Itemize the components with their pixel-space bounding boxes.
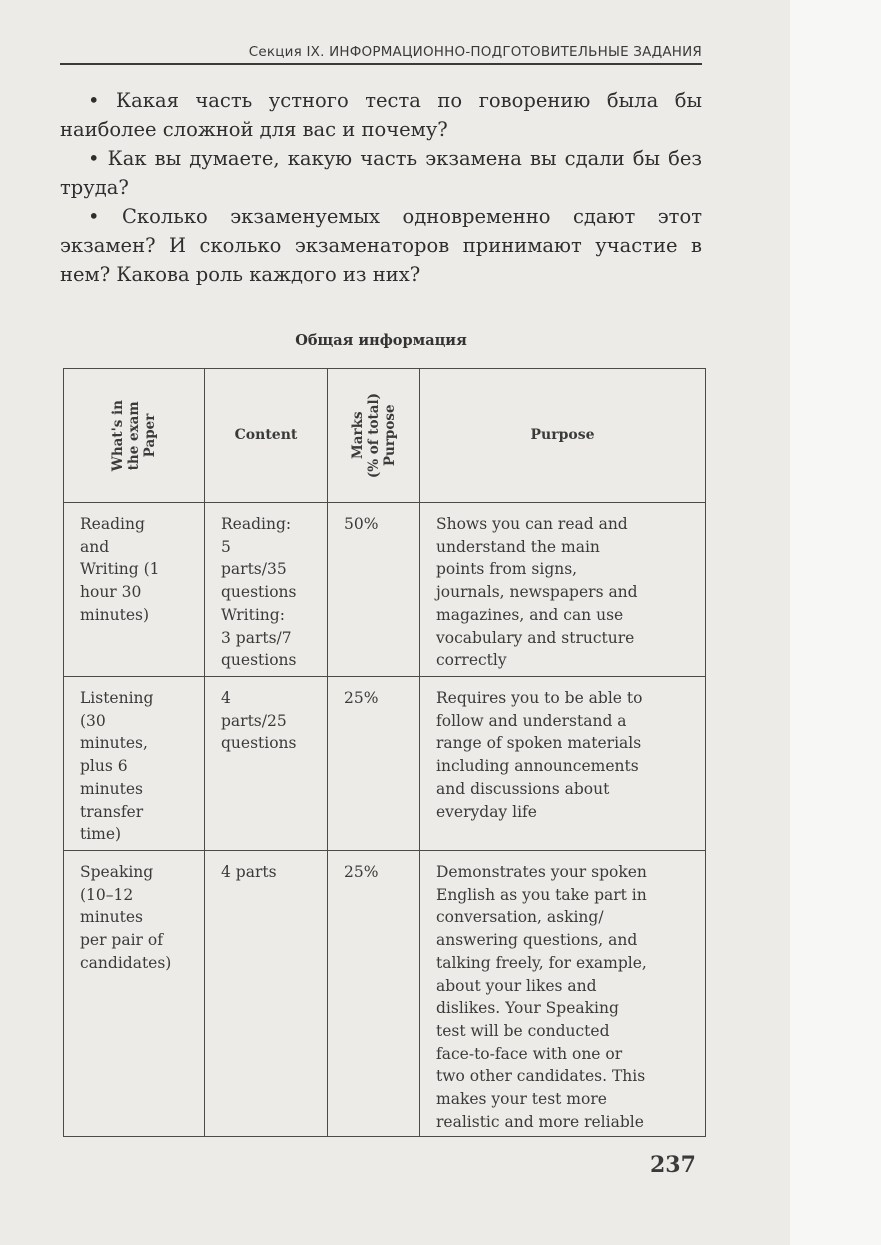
table-header-row — [64, 369, 706, 503]
cell-purpose: Demonstrates your spoken English as you take part in conversation, asking/ answering questions, and talking freely, for example, about your likes and dislikes. Your Speaking test will be conducted face-to-face with one or two other candidates. This makes your test more realistic and more reliable — [420, 851, 706, 1137]
cell-paper: Speaking (10–12 minutes per pair of candidates) — [64, 851, 205, 1137]
running-header: Секция IX. ИНФОРМАЦИОННО-ПОДГОТОВИТЕЛЬНЫЕ ЗАДАНИЯ — [60, 44, 702, 65]
question-item: • Какая часть устного теста по говорению была бы наиболее сложной для вас и почему? — [60, 89, 702, 141]
question-item: • Сколько экзаменуемых одновременно сдают этот экзамен? И сколько экзаменаторов принимают участие в нем? Какова роль каждого из них? — [60, 205, 702, 286]
header-paper — [64, 369, 205, 503]
header-paper-label: What's in the exam Paper — [110, 399, 158, 472]
cell-content: Reading: 5 parts/35 questions Writing: 3 parts/7 questions — [205, 503, 328, 677]
page-number: 237 — [650, 1152, 696, 1178]
header-marks-label: Marks (% of total) Purpose — [349, 392, 398, 479]
cell-marks: 25% — [328, 851, 420, 1137]
cell-content: 4 parts/25 questions — [205, 677, 328, 851]
question-list — [60, 86, 702, 289]
page-edge — [790, 0, 881, 1245]
exam-info-table — [63, 368, 706, 1137]
header-content: Content — [205, 369, 328, 503]
cell-marks: 50% — [328, 503, 420, 677]
cell-purpose: Requires you to be able to follow and understand a range of spoken materials including announcements and discussions about everyday life — [420, 677, 706, 851]
question-item: • Как вы думаете, какую часть экзамена вы сдали бы без труда? — [60, 147, 702, 199]
header-purpose: Purpose — [420, 369, 706, 503]
cell-paper: Listening (30 minutes, plus 6 minutes transfer time) — [64, 677, 205, 851]
header-marks — [328, 369, 420, 503]
table-row — [64, 503, 706, 677]
table-row — [64, 677, 706, 851]
cell-paper: Reading and Writing (1 hour 30 minutes) — [64, 503, 205, 677]
cell-content: 4 parts — [205, 851, 328, 1137]
cell-purpose: Shows you can read and understand the main points from signs, journals, newspapers and magazines, and can use vocabulary and structure correctly — [420, 503, 706, 677]
cell-marks: 25% — [328, 677, 420, 851]
table-row — [64, 851, 706, 1137]
table-title: Общая информация — [295, 332, 467, 349]
